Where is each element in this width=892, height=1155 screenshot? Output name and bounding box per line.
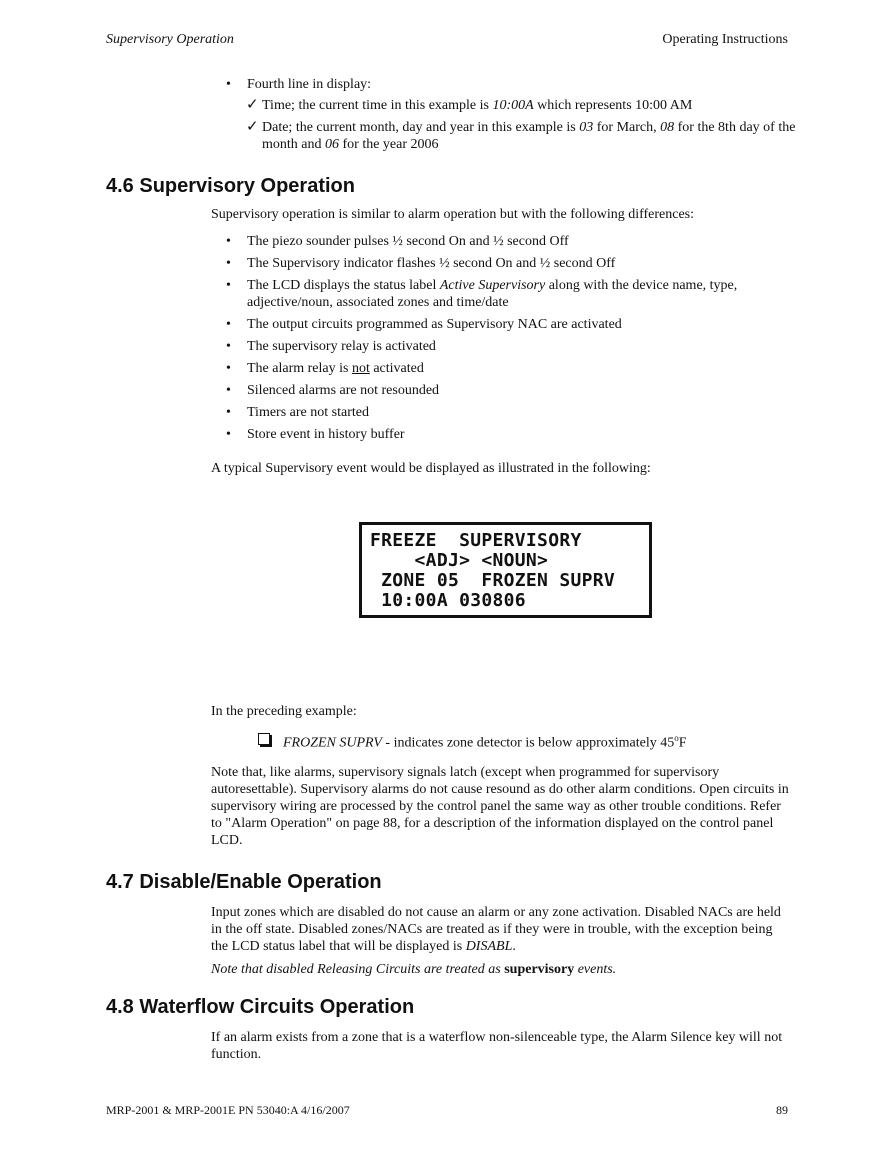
list-item: • The LCD displays the status label Active Supervisory along with the device name, type, adjective/noun, associated zones and time/date [226, 278, 738, 310]
section-lead-paragraph: Supervisory operation is similar to alarm operation but with the following differences: [211, 207, 695, 222]
supervisory-note-paragraph: Note that, like alarms, supervisory signals latch (except when programmed for supervisory autoresettable). Supervisory alarms do not cause resound as do other alarm conditions. Open circuits in supervisory wiring are processed by the control panel the same way as other trouble conditions. Refer to "Alarm Operation" on page 88, for a description of the information displayed on the control panel LCD. [211, 765, 789, 848]
preceding-example-paragraph: In the preceding example: [211, 704, 357, 719]
releasing-circuits-note: Note that disabled Releasing Circuits are treated as supervisory events. [211, 962, 617, 977]
checkmark-icon: ✓ [246, 95, 259, 113]
lcd-display-illustration [359, 522, 652, 618]
bullet-icon: • [226, 278, 231, 293]
section-heading-4-7: 4.7 Disable/Enable Operation [106, 871, 382, 893]
bullet-icon: • [226, 234, 231, 249]
running-header-section: Supervisory Operation [106, 32, 234, 47]
bullet-icon: • [226, 405, 231, 420]
bullet-icon: • [226, 427, 231, 442]
waterflow-paragraph: If an alarm exists from a zone that is a waterflow non-silenceable type, the Alarm Silence key will not function. [211, 1030, 783, 1062]
bullet-icon: • [226, 339, 231, 354]
lcd-line-3: ZONE 05 FROZEN SUPRV [370, 570, 616, 591]
list-item: • The piezo sounder pulses ½ second On and ½ second Off [226, 234, 569, 249]
example-explanation: FROZEN SUPRV - indicates zone detector is below approximately 45$^o$F [283, 733, 687, 751]
lcd-line-4: 10:00A 030806 [370, 590, 526, 611]
section-heading-4-8: 4.8 Waterflow Circuits Operation [106, 996, 415, 1018]
check-item-date: ✓ Date; the current month, day and year in this example is 03 for March, 08 for the 8th day of the month and 06 for the year 2006 [246, 117, 796, 152]
bullet-icon: • [226, 317, 231, 332]
list-item: • Timers are not started [226, 405, 369, 420]
intro-bullet-list [226, 76, 791, 98]
typical-event-paragraph: A typical Supervisory event would be displayed as illustrated in the following: [211, 461, 651, 476]
list-item: • Fourth line in display: [226, 77, 372, 92]
supervisory-differences-list [226, 233, 791, 448]
check-item-time: ✓ Time; the current time in this example is 10:00A which represents 10:00 AM [246, 95, 693, 113]
checkbox-square-icon [258, 733, 270, 745]
list-item: • The alarm relay is not activated [226, 361, 424, 376]
running-header-title: Operating Instructions [662, 32, 788, 47]
disable-enable-paragraph: Input zones which are disabled do not cause an alarm or any zone activation. Disabled NACs are held in the off state. Disabled zones/NACs are treated as if they were in trouble, with the exception being the LCD status label that will be displayed is DISABL. [211, 905, 781, 954]
checkmark-icon: ✓ [246, 117, 259, 135]
lcd-line-1: FREEZE SUPERVISORY [370, 530, 582, 551]
bullet-icon: • [226, 361, 231, 376]
page-number: 89 [776, 1103, 788, 1117]
list-item: • The output circuits programmed as Supervisory NAC are activated [226, 317, 622, 332]
list-item: • The Supervisory indicator flashes ½ second On and ½ second Off [226, 256, 616, 271]
bullet-icon: • [226, 77, 231, 92]
bullet-icon: • [226, 383, 231, 398]
section-heading-4-6: 4.6 Supervisory Operation [106, 175, 355, 197]
list-item: • The supervisory relay is activated [226, 339, 436, 354]
bullet-icon: • [226, 256, 231, 271]
footer-document-id: MRP-2001 & MRP-2001E PN 53040:A 4/16/2007 [106, 1103, 350, 1117]
list-item: • Store event in history buffer [226, 427, 405, 442]
list-item: • Silenced alarms are not resounded [226, 383, 440, 398]
lcd-line-2: <ADJ> <NOUN> [370, 550, 549, 571]
